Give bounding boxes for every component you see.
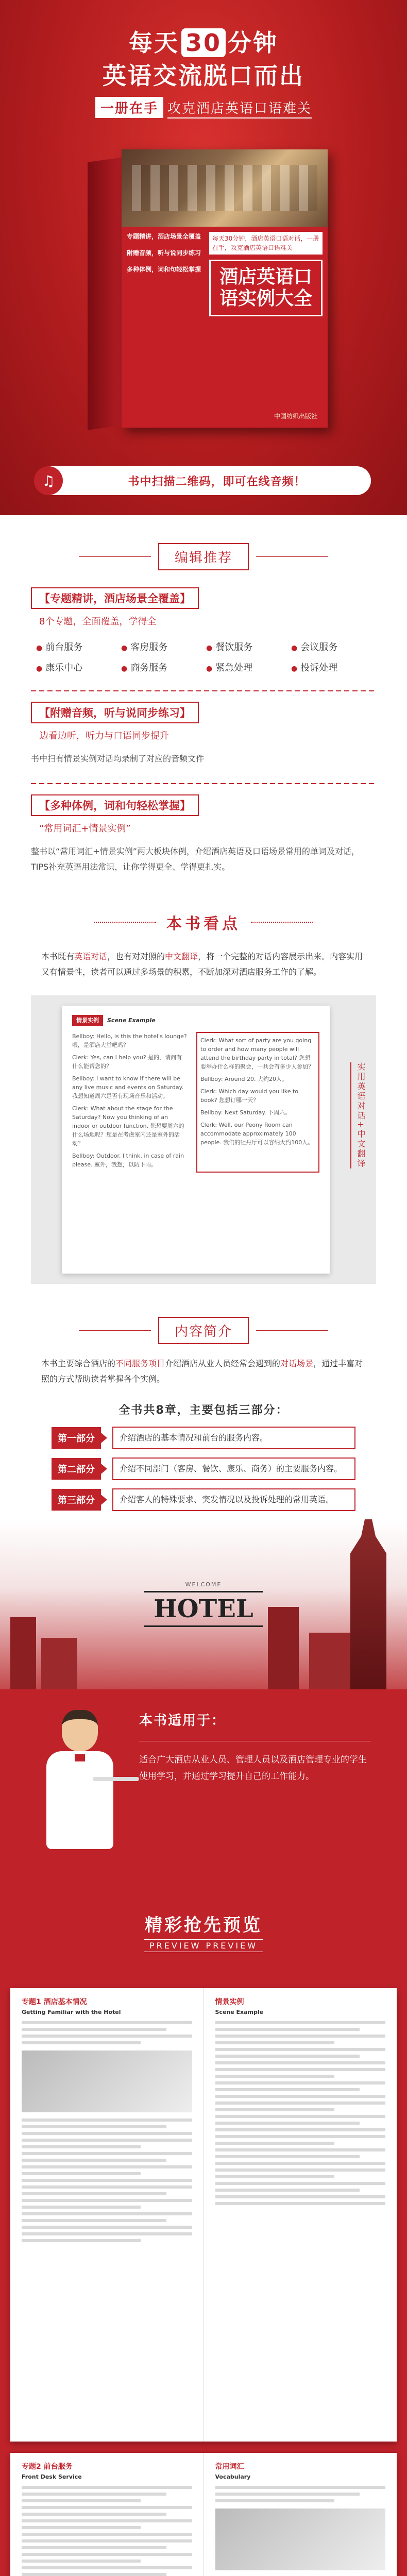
part-description: 介绍酒店的基本情况和前台的服务内容。 xyxy=(112,1427,355,1449)
editor-recommend-section xyxy=(0,515,407,890)
preview-header xyxy=(0,1911,407,1952)
hotel-sign-word: HOTEL xyxy=(144,1591,263,1627)
sample-tag: 情景实例 xyxy=(72,1015,103,1026)
dialogue-line: Clerk: Well, our Peony Room can accommodate approximately 100 people. 我们的牡丹厅可以容纳大约100人。 xyxy=(200,1122,314,1146)
readers-section xyxy=(0,1689,407,1978)
qr-audio-text: 书中扫描二维码，即可在线音频！ xyxy=(128,475,306,488)
dialogue-line: Bellboy: Hello, is this the hotel's lounge? 喂，是酒店大堂吧吗？ xyxy=(72,1033,187,1048)
cover-points xyxy=(127,232,204,316)
dialogue-line: Bellboy: Outdoor. I think, in case of rain please. 室外，我想，以防下雨。 xyxy=(72,1153,184,1168)
cover-tag: 每天30分钟，酒店英语口语对话，一册在手，攻克酒店英语口语难关 xyxy=(209,232,323,255)
topic-item: ● 投诉处理 xyxy=(291,660,371,674)
dialogue-line: Bellboy: I want to know if there will be any live music and events on Saturday. 我想知道周六是否有现场音乐和活动。 xyxy=(72,1075,184,1099)
dialogue-line: Clerk: What about the stage for the Saturday? Now you thinking of an indoor or outdoor function. 您想要周六的什么场地呢？您是在考虑室内还是室外的活动？ xyxy=(72,1105,184,1147)
headline-suffix: 分钟 xyxy=(228,29,278,57)
preview-title: 精彩抢先预览 xyxy=(145,1915,262,1936)
divider xyxy=(31,690,376,691)
hero-banner xyxy=(0,0,407,515)
page-subtitle: Front Desk Service xyxy=(22,2473,82,2480)
preview-spread xyxy=(10,1988,397,2442)
part-item xyxy=(52,1458,355,1480)
sample-page xyxy=(62,1006,330,1274)
cover-point-3: 多种体例，词和句轻松掌握 xyxy=(127,266,201,273)
dialogue-line: Clerk: What sort of party are you going to order and how many people will attend the birthday party in total? 您想要举办什么样的聚会，一共会有多少人参加？ xyxy=(200,1037,314,1070)
topic-item: ● 前台服务 xyxy=(36,640,116,653)
preview-spread xyxy=(10,2453,397,2576)
tagline-highlight: 一册在手 xyxy=(95,97,163,118)
book-cover xyxy=(122,149,328,428)
cover-title: 酒店英语口语实例大全 xyxy=(209,260,323,316)
preview-title-en: PREVIEW PREVIEW xyxy=(144,1939,263,1952)
brief-summary: 全书共8章，主要包括三部分： xyxy=(118,1404,289,1417)
page-subtitle: Scene Example xyxy=(215,2009,264,2015)
highlights-header xyxy=(0,911,407,934)
preview-page-left xyxy=(10,2453,204,2576)
waiter-illustration xyxy=(31,1710,134,1865)
headline-number: 30 xyxy=(181,28,226,57)
rec-subtitle: 8个专题，全面覆盖，学得全 xyxy=(39,616,157,627)
dialogue-line: Bellboy: Next Saturday. 下周六。 xyxy=(200,1109,291,1116)
brief-text: 本书主要综合酒店的不同服务项目介绍酒店从业人员经常会遇到的对话场景，通过丰富对照的方式帮助读者掌握各个实例。 xyxy=(41,1359,363,1384)
topic-grid xyxy=(36,640,371,674)
part-description: 介绍客人的特殊要求、突发情况以及投诉处理的常用英语。 xyxy=(112,1488,355,1511)
rec-block-3 xyxy=(31,794,376,875)
book-spine xyxy=(88,157,124,430)
readers-text: 适合广大酒店从业人员、管理人员以及酒店管理专业的学生使用学习，并通过学习提升自己的工作能力。 xyxy=(139,1741,371,1785)
part-item xyxy=(52,1488,355,1511)
cover-publisher: 中国纺织出版社 xyxy=(274,413,317,420)
hero-headline-2: 英语交流脱口而出 xyxy=(103,62,304,90)
divider xyxy=(31,783,376,784)
dialogue-line: Clerk: Yes, can I help you? 是的，请问有什么能帮您的？ xyxy=(72,1054,182,1070)
section-title: 编辑推荐 xyxy=(158,543,249,570)
sample-column-left xyxy=(72,1032,187,1173)
readers-title: 本书适用于： xyxy=(139,1713,226,1728)
cover-point-2: 附赠音频，听与说同步练习 xyxy=(127,249,201,257)
page-image xyxy=(215,2509,386,2570)
preview-page-left xyxy=(10,1988,204,2442)
topic-item: ● 客房服务 xyxy=(121,640,201,653)
topic-item: ● 紧急处理 xyxy=(206,660,286,674)
sample-column-right xyxy=(196,1032,319,1173)
rec-title: 【多种体例，词和句轻松掌握】 xyxy=(31,794,199,816)
hotel-sign-arch: WELCOME xyxy=(185,1581,222,1588)
page-title: 专题2 前台服务 xyxy=(22,2463,73,2471)
sample-tag-en: Scene Example xyxy=(107,1017,156,1024)
page-title: 常用词汇 xyxy=(215,2463,244,2471)
section-header xyxy=(0,536,407,577)
hotel-sign xyxy=(144,1581,263,1648)
rec-subtitle: “常用词汇+情景实例” xyxy=(39,823,131,834)
headphones-icon: ♫ xyxy=(34,466,63,495)
topic-item: ● 餐饮服务 xyxy=(206,640,286,653)
preview-page-right xyxy=(204,1988,397,2442)
dialogue-line: Clerk: Which day would you like to book? 您想订哪一天？ xyxy=(200,1088,299,1104)
content-brief-section xyxy=(0,1299,407,1689)
cover-photo xyxy=(122,149,328,227)
page-image xyxy=(22,2050,192,2112)
part-number: 第二部分 xyxy=(52,1458,101,1480)
rec-subtitle: 边看边听，听力与口语同步提升 xyxy=(39,731,169,741)
rec-description: 整书以“常用词汇+情景实例”两大板块体例，介绍酒店英语及口语场景常用的单词及对话，TIPS补充英语用法常识，让你学得更全、学得更扎实。 xyxy=(31,846,360,872)
parts-list xyxy=(52,1427,355,1511)
rec-block-1 xyxy=(31,587,376,674)
section-title: 内容简介 xyxy=(158,1317,249,1344)
part-item xyxy=(52,1427,355,1449)
preview-page-right xyxy=(204,2453,397,2576)
rec-title: 【专题精讲，酒店场景全覆盖】 xyxy=(31,587,199,609)
rec-block-2 xyxy=(31,702,376,767)
part-number: 第三部分 xyxy=(52,1489,101,1511)
sample-page-image xyxy=(31,995,376,1284)
topic-item: ● 会议服务 xyxy=(291,640,371,653)
page-title: 专题1 酒店基本情况 xyxy=(22,1998,87,2006)
hotel-scene-image xyxy=(0,1519,407,1689)
highlights-text: 本书既有英语对话，也有对对照的中文翻译，将一个完整的对话内容展示出来。内容实用又有情景性，读者可以通过多场景的积累，不断加深对酒店服务工作的了解。 xyxy=(41,952,363,977)
sample-side-note: 实用英语对话+中文翻译 xyxy=(350,1062,366,1168)
rec-title: 【附赠音频，听与说同步练习】 xyxy=(31,702,199,723)
hero-tagline xyxy=(0,97,407,118)
cover-point-1: 专题精讲，酒店场景全覆盖 xyxy=(127,233,201,240)
page-subtitle: Getting Familiar with the Hotel xyxy=(22,2009,121,2015)
rec-description: 书中扫有情景实例对话均录制了对应的音频文件 xyxy=(31,754,205,764)
book-cover-image xyxy=(88,149,345,438)
qr-audio-bar xyxy=(36,466,371,495)
dialogue-line: Bellboy: Around 20. 大约20人。 xyxy=(200,1076,287,1082)
preview-section xyxy=(0,1978,407,2576)
highlights-section xyxy=(0,890,407,1299)
page-title: 情景实例 xyxy=(215,1998,244,2006)
topic-item: ● 商务服务 xyxy=(121,660,201,674)
hero-headline-1 xyxy=(0,0,407,59)
headline-prefix: 每天 xyxy=(128,29,179,57)
topic-item: ● 康乐中心 xyxy=(36,660,116,674)
tagline-rest: 攻克酒店英语口语难关 xyxy=(167,101,312,118)
part-number: 第一部分 xyxy=(52,1427,101,1449)
clock-tower-icon xyxy=(350,1519,386,1689)
highlights-title: 本书看点 xyxy=(166,915,241,933)
section-header xyxy=(0,1310,407,1351)
part-description: 介绍不同部门（客房、餐饮、康乐、商务）的主要服务内容。 xyxy=(112,1458,355,1480)
page-subtitle: Vocabulary xyxy=(215,2473,251,2480)
